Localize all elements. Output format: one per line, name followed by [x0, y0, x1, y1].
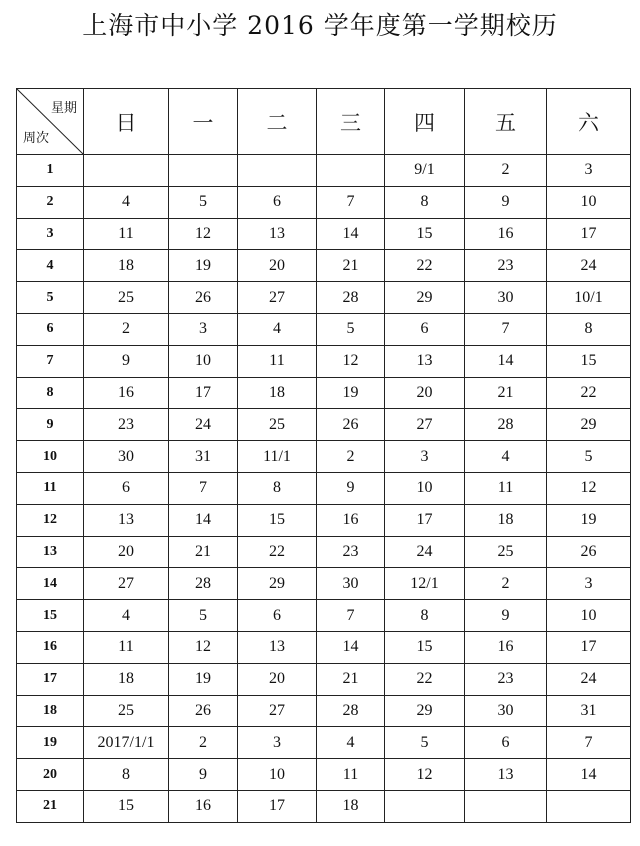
- day-header-mon: 一: [169, 89, 238, 155]
- date-cell: 9: [169, 759, 238, 791]
- date-cell: 9: [317, 472, 385, 504]
- date-cell: 13: [238, 631, 317, 663]
- date-cell: 4: [465, 441, 547, 473]
- date-cell: 18: [84, 250, 169, 282]
- date-cell: 25: [465, 536, 547, 568]
- table-row: [17, 282, 631, 314]
- date-cell: 7: [317, 600, 385, 632]
- date-cell: 12: [169, 631, 238, 663]
- date-cell: 4: [84, 600, 169, 632]
- date-cell: 5: [385, 727, 465, 759]
- date-cell: 9/1: [385, 155, 465, 187]
- date-cell: 8: [238, 472, 317, 504]
- week-number-cell: 8: [17, 377, 84, 409]
- date-cell: 11: [465, 472, 547, 504]
- date-cell: 20: [385, 377, 465, 409]
- date-cell: 12: [169, 218, 238, 250]
- date-cell: [465, 790, 547, 822]
- date-cell: 18: [238, 377, 317, 409]
- day-header-sat: 六: [547, 89, 631, 155]
- date-cell: 29: [238, 568, 317, 600]
- date-cell: 23: [465, 663, 547, 695]
- date-cell: 11/1: [238, 441, 317, 473]
- date-cell: 24: [169, 409, 238, 441]
- date-cell: 27: [238, 695, 317, 727]
- table-row: [17, 727, 631, 759]
- date-cell: 24: [385, 536, 465, 568]
- week-number-axis-label: 周次: [23, 131, 50, 146]
- date-cell: 30: [84, 441, 169, 473]
- date-cell: 30: [465, 282, 547, 314]
- date-cell: 17: [547, 218, 631, 250]
- date-cell: 25: [84, 282, 169, 314]
- page-title: 上海市中小学 2016 学年度第一学期校历: [82, 11, 558, 40]
- date-cell: 17: [385, 504, 465, 536]
- date-cell: 20: [84, 536, 169, 568]
- week-number-cell: 17: [17, 663, 84, 695]
- week-number-cell: 5: [17, 282, 84, 314]
- date-cell: 4: [238, 313, 317, 345]
- date-cell: 10: [169, 345, 238, 377]
- week-number-cell: 13: [17, 536, 84, 568]
- date-cell: 23: [317, 536, 385, 568]
- date-cell: 2: [465, 568, 547, 600]
- date-cell: 4: [317, 727, 385, 759]
- date-cell: 8: [84, 759, 169, 791]
- date-cell: 21: [317, 663, 385, 695]
- date-cell: 12/1: [385, 568, 465, 600]
- date-cell: 13: [84, 504, 169, 536]
- date-cell: 13: [385, 345, 465, 377]
- date-cell: 22: [238, 536, 317, 568]
- date-cell: 18: [84, 663, 169, 695]
- date-cell: 14: [317, 218, 385, 250]
- date-cell: 29: [547, 409, 631, 441]
- week-number-cell: 14: [17, 568, 84, 600]
- date-cell: 16: [465, 631, 547, 663]
- date-cell: 19: [317, 377, 385, 409]
- date-cell: 2: [317, 441, 385, 473]
- date-cell: 28: [317, 695, 385, 727]
- week-number-cell: 3: [17, 218, 84, 250]
- date-cell: 26: [169, 695, 238, 727]
- date-cell: 12: [385, 759, 465, 791]
- date-cell: 7: [317, 186, 385, 218]
- date-cell: 15: [238, 504, 317, 536]
- date-cell: 16: [317, 504, 385, 536]
- date-cell: 3: [547, 155, 631, 187]
- date-cell: 7: [465, 313, 547, 345]
- date-cell: 21: [317, 250, 385, 282]
- table-row: [17, 155, 631, 187]
- date-cell: [84, 155, 169, 187]
- date-cell: 2: [169, 727, 238, 759]
- week-number-cell: 1: [17, 155, 84, 187]
- date-cell: 29: [385, 695, 465, 727]
- week-number-cell: 9: [17, 409, 84, 441]
- date-cell: 20: [238, 663, 317, 695]
- date-cell: 31: [169, 441, 238, 473]
- week-number-cell: 6: [17, 313, 84, 345]
- date-cell: 2017/1/1: [84, 727, 169, 759]
- table-row: [17, 663, 631, 695]
- date-cell: 18: [317, 790, 385, 822]
- date-cell: 27: [84, 568, 169, 600]
- date-cell: 11: [238, 345, 317, 377]
- date-cell: 10: [385, 472, 465, 504]
- date-cell: 23: [84, 409, 169, 441]
- date-cell: 10/1: [547, 282, 631, 314]
- date-cell: 3: [385, 441, 465, 473]
- date-cell: 10: [547, 186, 631, 218]
- date-cell: 19: [169, 250, 238, 282]
- date-cell: 28: [465, 409, 547, 441]
- date-cell: 3: [238, 727, 317, 759]
- week-number-cell: 19: [17, 727, 84, 759]
- date-cell: 10: [238, 759, 317, 791]
- date-cell: 6: [238, 600, 317, 632]
- date-cell: 12: [547, 472, 631, 504]
- table-row: [17, 759, 631, 791]
- date-cell: 7: [547, 727, 631, 759]
- date-cell: 11: [84, 631, 169, 663]
- date-cell: 8: [385, 600, 465, 632]
- week-number-cell: 16: [17, 631, 84, 663]
- table-row: [17, 186, 631, 218]
- table-row: [17, 441, 631, 473]
- date-cell: 8: [385, 186, 465, 218]
- date-cell: 22: [385, 663, 465, 695]
- date-cell: 26: [169, 282, 238, 314]
- date-cell: 7: [169, 472, 238, 504]
- date-cell: 17: [238, 790, 317, 822]
- date-cell: 27: [385, 409, 465, 441]
- date-cell: 26: [547, 536, 631, 568]
- date-cell: 6: [465, 727, 547, 759]
- date-cell: 27: [238, 282, 317, 314]
- date-cell: 5: [317, 313, 385, 345]
- date-cell: 15: [385, 218, 465, 250]
- date-cell: 14: [465, 345, 547, 377]
- date-cell: 16: [84, 377, 169, 409]
- date-cell: 14: [169, 504, 238, 536]
- table-row: [17, 472, 631, 504]
- week-number-cell: 21: [17, 790, 84, 822]
- date-cell: 22: [385, 250, 465, 282]
- date-cell: 25: [238, 409, 317, 441]
- table-row: [17, 377, 631, 409]
- date-cell: 22: [547, 377, 631, 409]
- date-cell: 11: [84, 218, 169, 250]
- week-number-cell: 11: [17, 472, 84, 504]
- date-cell: 5: [169, 186, 238, 218]
- day-header-thu: 四: [385, 89, 465, 155]
- date-cell: 6: [84, 472, 169, 504]
- date-cell: 14: [317, 631, 385, 663]
- date-cell: 23: [465, 250, 547, 282]
- date-cell: 8: [547, 313, 631, 345]
- date-cell: 29: [385, 282, 465, 314]
- school-calendar-table: [16, 88, 631, 823]
- date-cell: 11: [317, 759, 385, 791]
- date-cell: 28: [317, 282, 385, 314]
- date-cell: 6: [238, 186, 317, 218]
- date-cell: [169, 155, 238, 187]
- date-cell: [238, 155, 317, 187]
- date-cell: 28: [169, 568, 238, 600]
- date-cell: 13: [238, 218, 317, 250]
- date-cell: 16: [169, 790, 238, 822]
- weekday-axis-label: 星期: [50, 101, 77, 116]
- week-number-cell: 7: [17, 345, 84, 377]
- date-cell: 4: [84, 186, 169, 218]
- date-cell: 2: [84, 313, 169, 345]
- date-cell: 25: [84, 695, 169, 727]
- date-cell: 9: [465, 600, 547, 632]
- table-row: [17, 504, 631, 536]
- date-cell: 21: [169, 536, 238, 568]
- table-row: [17, 218, 631, 250]
- table-row: [17, 695, 631, 727]
- date-cell: 6: [385, 313, 465, 345]
- date-cell: 17: [169, 377, 238, 409]
- week-number-cell: 10: [17, 441, 84, 473]
- corner-header-cell: [17, 89, 84, 155]
- date-cell: 16: [465, 218, 547, 250]
- date-cell: 5: [547, 441, 631, 473]
- table-row: [17, 790, 631, 822]
- date-cell: 21: [465, 377, 547, 409]
- date-cell: 15: [547, 345, 631, 377]
- date-cell: [317, 155, 385, 187]
- table-row: [17, 250, 631, 282]
- week-number-cell: 2: [17, 186, 84, 218]
- date-cell: 17: [547, 631, 631, 663]
- date-cell: [547, 790, 631, 822]
- date-cell: 15: [385, 631, 465, 663]
- date-cell: 30: [317, 568, 385, 600]
- table-row: [17, 345, 631, 377]
- table-row: [17, 631, 631, 663]
- date-cell: 15: [84, 790, 169, 822]
- date-cell: 5: [169, 600, 238, 632]
- date-cell: 20: [238, 250, 317, 282]
- day-header-sun: 日: [84, 89, 169, 155]
- table-row: [17, 536, 631, 568]
- table-row: [17, 568, 631, 600]
- day-header-tue: 二: [238, 89, 317, 155]
- date-cell: 30: [465, 695, 547, 727]
- date-cell: 14: [547, 759, 631, 791]
- day-header-fri: 五: [465, 89, 547, 155]
- date-cell: 24: [547, 663, 631, 695]
- date-cell: 31: [547, 695, 631, 727]
- date-cell: 19: [169, 663, 238, 695]
- day-header-wed: 三: [317, 89, 385, 155]
- date-cell: 18: [465, 504, 547, 536]
- date-cell: 3: [547, 568, 631, 600]
- table-row: [17, 313, 631, 345]
- date-cell: [385, 790, 465, 822]
- date-cell: 9: [465, 186, 547, 218]
- date-cell: 13: [465, 759, 547, 791]
- date-cell: 24: [547, 250, 631, 282]
- header-row: [17, 89, 631, 155]
- table-row: [17, 409, 631, 441]
- calendar-body: [17, 155, 631, 823]
- date-cell: 9: [84, 345, 169, 377]
- week-number-cell: 4: [17, 250, 84, 282]
- date-cell: 19: [547, 504, 631, 536]
- table-row: [17, 600, 631, 632]
- week-number-cell: 20: [17, 759, 84, 791]
- week-number-cell: 12: [17, 504, 84, 536]
- week-number-cell: 18: [17, 695, 84, 727]
- date-cell: 26: [317, 409, 385, 441]
- date-cell: 12: [317, 345, 385, 377]
- week-number-cell: 15: [17, 600, 84, 632]
- date-cell: 2: [465, 155, 547, 187]
- date-cell: 10: [547, 600, 631, 632]
- date-cell: 3: [169, 313, 238, 345]
